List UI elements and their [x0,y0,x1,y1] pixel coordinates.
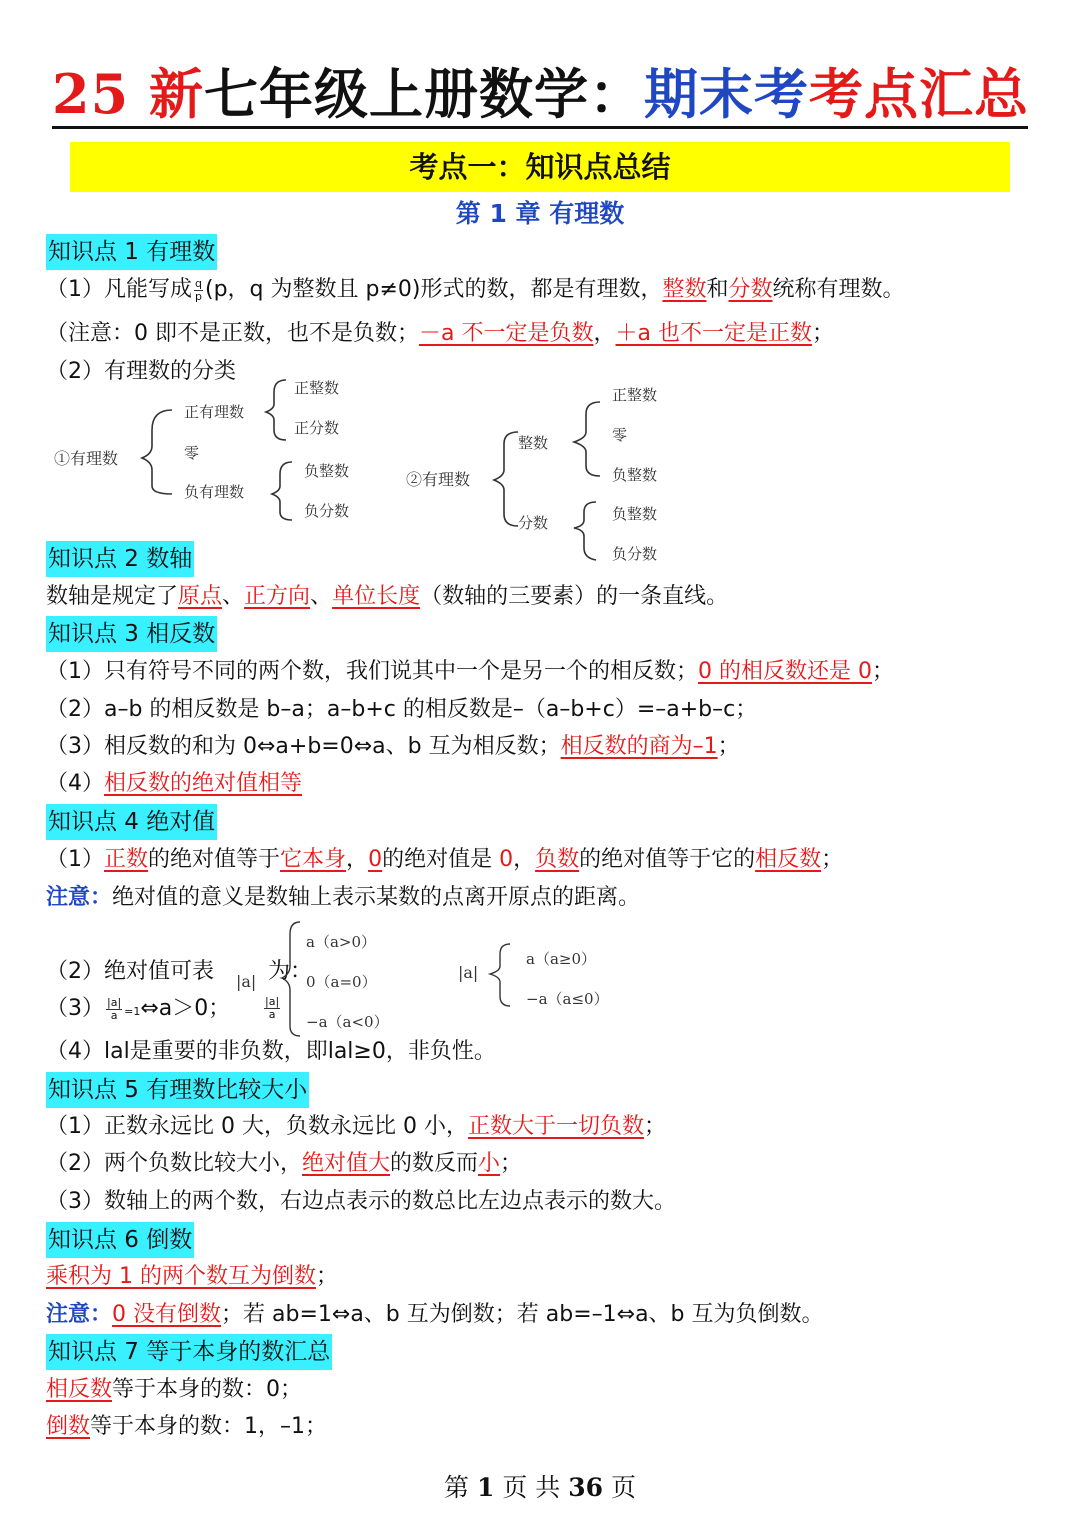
title-part-1: 25 新 [52,62,204,126]
kp5-heading: 知识点 5 有理数比较大小 [46,1072,309,1108]
tree2-int: 整数 [518,434,549,452]
kp4-fraction-2: $\frac{|a|}{a}$ [265,995,280,1021]
case2-brace [490,944,510,1006]
kp2-line1: 数轴是规定了原点、正方向、单位长度（数轴的三要素）的一条直线。 [46,584,729,609]
kp6-line2: 注意：0 没有倒数；若 ab=1⇔a、b 互为倒数；若 ab=–1⇔a、b 互为负倒数。 [46,1302,824,1327]
case1-a: a（a>0） [306,933,376,951]
kp4-note: 注意：绝对值的意义是数轴上表示某数的点离开原点的距离。 [46,885,641,910]
title-part-4: 考点汇总 [808,62,1029,126]
title-part-3: 期末考 [643,62,809,126]
tree1-neg-frac: 负分数 [304,502,350,520]
kp3-line3: （3）相反数的和为 0⇔a+b=0⇔a、b 互为相反数；相反数的商为–1； [46,734,740,759]
kp4-line3: （3） $\frac{|a|}{a}$ =1⇔a＞0； [46,995,231,1022]
kp3-line1: （1）只有符号不同的两个数，我们说其中一个是另一个的相反数；0 的相反数还是 0； [46,659,894,684]
tree1-zero: 零 [184,444,200,462]
tree2-int-pos: 正整数 [612,386,658,404]
tree2-frac: 分数 [518,514,549,532]
case2-a: a（a≥0） [526,950,596,968]
kp4-line4: （4）lal是重要的非负数，即lal≥0，非负性。 [46,1039,496,1064]
section-banner: 考点一：知识点总结 [70,142,1010,192]
kp5-line2: （2）两个负数比较大小，绝对值大的数反而小； [46,1151,523,1176]
page-total: 36 [568,1473,604,1502]
tree1-neg-int: 负整数 [304,462,350,480]
case2-label: |a| [458,963,479,982]
title-part-2: 七年级上册数学： [203,62,644,126]
case1-b: 0（a=0） [306,973,377,991]
tree2-int-neg: 负整数 [612,466,658,484]
kp1-heading: 知识点 1 有理数 [46,234,217,270]
tree1-pos-frac: 正分数 [294,419,340,437]
tree2-frac-a: 负整数 [612,505,658,523]
kp7-heading: 知识点 7 等于本身的数汇总 [46,1334,332,1370]
kp2-heading: 知识点 2 数轴 [46,541,194,577]
tree1-neg: 负有理数 [184,483,245,501]
kp4-line2: （2）绝对值可表 [46,959,214,984]
kp1-line2: （注意：0 即不是正数，也不是负数；－a 不一定是负数，＋a 也不一定是正数； [46,321,834,346]
fraction-abs-over-a: $\frac{|a|}{a}$ [107,995,122,1022]
kp7-line2: 倒数等于本身的数：1，–1； [46,1414,328,1439]
chapter-heading: 第 1 章 有理数 [455,199,625,228]
kp7-line1: 相反数等于本身的数：0； [46,1377,303,1402]
kp1-line3: （2）有理数的分类 [46,359,236,384]
kp5-line1: （1）正数永远比 0 大，负数永远比 0 小，正数大于一切负数； [46,1114,666,1139]
tree2-int-zero: 零 [612,426,628,444]
page-number: 1 [476,1473,495,1502]
tree2-frac-b: 负分数 [612,545,658,563]
kp5-line3: （3）数轴上的两个数，右边点表示的数总比左边点表示的数大。 [46,1189,676,1214]
kp4-abs-label: |a| [236,972,257,991]
kp1-line1: （1）凡能写成 $\frac{q}{p}$ (p，q 为整数且 p≠0)形式的数，都是有理数，整数和分数统称有理数。 [46,276,905,303]
fraction-q-over-p: $\frac{q}{p}$ [195,276,202,303]
kp4-line1: （1）正数的绝对值等于它本身，0的绝对值是 0，负数的绝对值等于它的相反数； [46,847,844,872]
kp6-heading: 知识点 6 倒数 [46,1222,194,1258]
kp4-line2-suffix: 为： [268,954,312,990]
page-footer: 第 1 页 共 36 页 [444,1473,636,1502]
kp3-line2: （2）a–b 的相反数是 b–a；a–b+c 的相反数是–（a–b+c）=–a+b–c； [46,697,758,722]
case1-brace [282,922,300,1036]
tree2-root: ②有理数 [406,470,471,489]
kp3-heading: 知识点 3 相反数 [46,616,217,652]
kp6-line1: 乘积为 1 的两个数互为倒数； [46,1264,338,1289]
kp3-line4: （4）相反数的绝对值相等 [46,771,303,796]
case2-b: −a（a≤0） [526,990,609,1008]
tree1-pos-int: 正整数 [294,379,340,397]
kp4-heading: 知识点 4 绝对值 [46,804,217,840]
tree1-root: ①有理数 [54,449,119,468]
case1-c: −a（a<0） [306,1013,389,1031]
tree1-pos: 正有理数 [184,403,245,421]
